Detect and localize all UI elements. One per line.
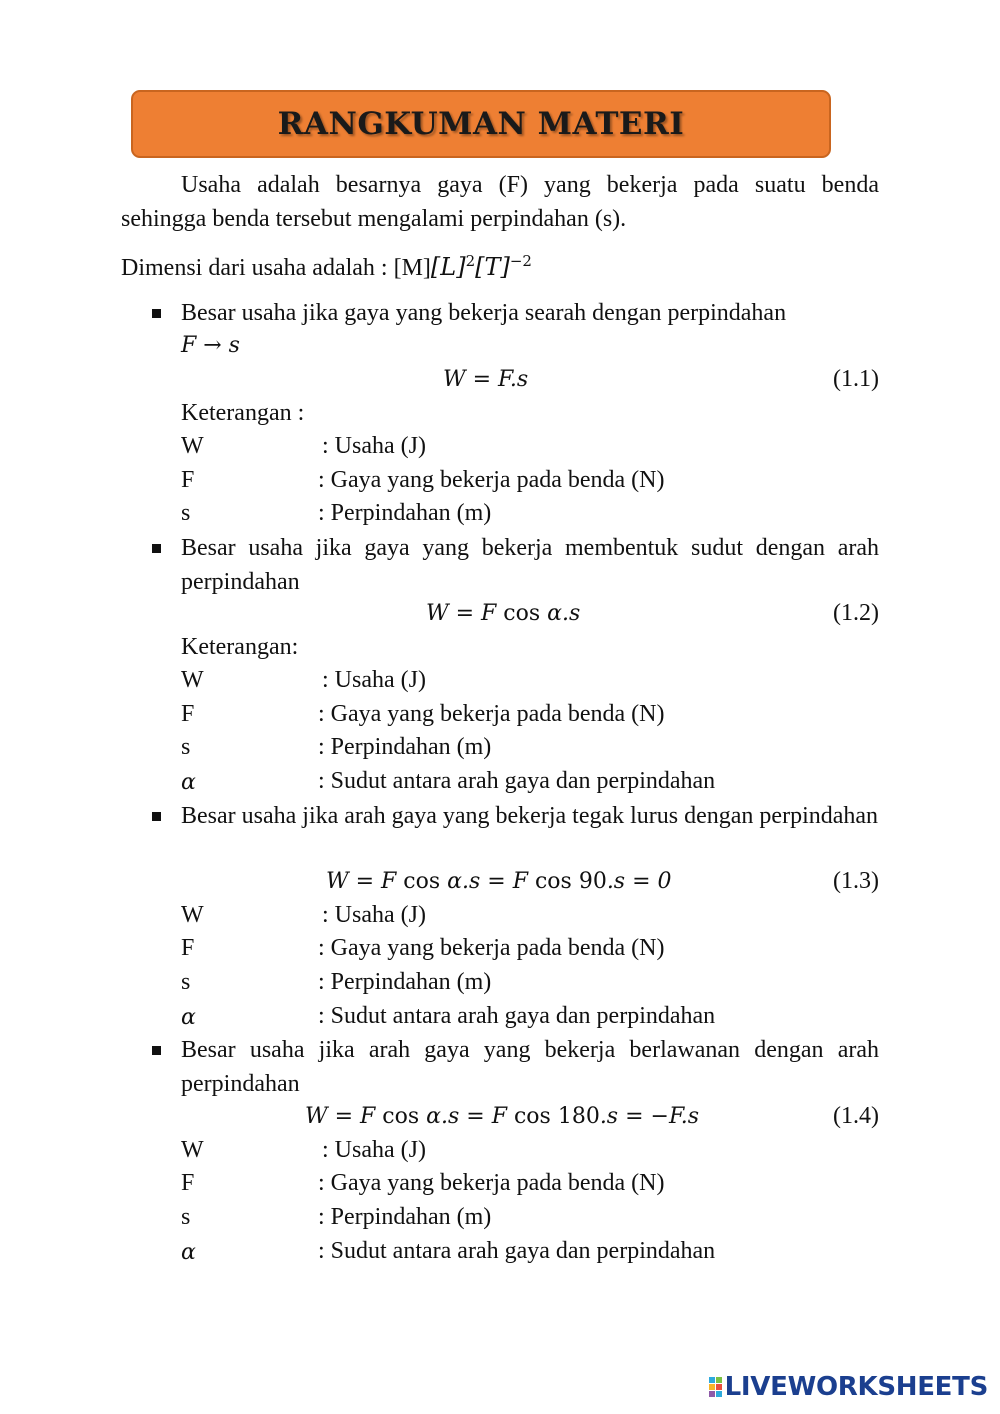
def-description: : Sudut antara arah gaya dan perpindahan	[318, 1003, 716, 1029]
def-description: : Usaha (J)	[322, 1137, 426, 1163]
def-description: : Usaha (J)	[322, 433, 426, 459]
equation-1-1: W = F.s	[443, 367, 529, 392]
bullet-marker	[152, 544, 161, 553]
keterangan-label: Keterangan:	[181, 634, 299, 660]
def-symbol: α	[181, 1005, 196, 1030]
def-symbol: s	[181, 734, 191, 760]
def-description: : Gaya yang bekerja pada benda (N)	[318, 935, 665, 961]
def-symbol: W	[181, 902, 204, 928]
equation-1-4: W = F cos α.s = F cos 180.s = −F.s	[305, 1104, 700, 1129]
dimension-line: Dimensi dari usaha adalah : $[M][L]^2[T]^{-2}$	[121, 252, 532, 281]
def-symbol: F	[181, 935, 195, 961]
bullet-marker	[152, 309, 161, 318]
section-3-heading: Besar usaha jika arah gaya yang bekerja tegak lurus dengan perpindahan	[181, 803, 879, 829]
def-description: : Sudut antara arah gaya dan perpindahan	[318, 768, 716, 794]
section-4-heading: Besar usaha jika arah gaya yang bekerja berlawanan dengan arah perpindahan	[181, 1037, 879, 1097]
page-title: RANGKUMAN MATERI	[277, 106, 685, 142]
def-description: : Gaya yang bekerja pada benda (N)	[318, 1170, 665, 1196]
equation-number-1-4: (1.4)	[833, 1103, 879, 1129]
equation-1-3: W = F cos α.s = F cos 90.s = 0	[326, 869, 672, 894]
bullet-marker	[152, 812, 161, 821]
def-description: : Perpindahan (m)	[318, 500, 492, 526]
section-1-heading: Besar usaha jika gaya yang bekerja searah dengan perpindahan	[181, 300, 787, 326]
def-symbol: α	[181, 770, 196, 795]
logo-squares-icon	[709, 1377, 722, 1397]
equation-1-2: W = F cos α.s	[426, 601, 581, 626]
def-description: : Perpindahan (m)	[318, 734, 492, 760]
equation-number-1-2: (1.2)	[833, 600, 879, 626]
def-description: : Perpindahan (m)	[318, 969, 492, 995]
def-symbol: F	[181, 1170, 195, 1196]
equation-number-1-1: (1.1)	[833, 366, 879, 392]
def-symbol: W	[181, 667, 204, 693]
title-banner	[131, 90, 831, 158]
bullet-marker	[152, 1046, 161, 1055]
section-2-heading: Besar usaha jika gaya yang bekerja membentuk sudut dengan arah perpindahan	[181, 535, 879, 595]
liveworksheets-logo[interactable]	[709, 1372, 988, 1402]
def-description: : Usaha (J)	[322, 902, 426, 928]
keterangan-label: Keterangan :	[181, 400, 305, 426]
def-symbol: s	[181, 969, 191, 995]
def-symbol: α	[181, 1240, 196, 1265]
section-1-relation: F → s	[181, 333, 240, 358]
def-description: : Usaha (J)	[322, 667, 426, 693]
logo-text: LIVEWORKSHEETS	[724, 1372, 988, 1402]
def-symbol: W	[181, 433, 204, 459]
def-description: : Gaya yang bekerja pada benda (N)	[318, 701, 665, 727]
def-description: : Sudut antara arah gaya dan perpindahan	[318, 1238, 716, 1264]
def-description: : Gaya yang bekerja pada benda (N)	[318, 467, 665, 493]
def-symbol: s	[181, 1204, 191, 1230]
def-symbol: s	[181, 500, 191, 526]
def-symbol: W	[181, 1137, 204, 1163]
def-description: : Perpindahan (m)	[318, 1204, 492, 1230]
definition-paragraph: Usaha adalah besarnya gaya (F) yang bekerja pada suatu benda sehingga benda tersebut mengalami perpindahan (s).	[121, 172, 879, 232]
def-symbol: F	[181, 467, 195, 493]
def-symbol: F	[181, 701, 195, 727]
equation-number-1-3: (1.3)	[833, 868, 879, 894]
